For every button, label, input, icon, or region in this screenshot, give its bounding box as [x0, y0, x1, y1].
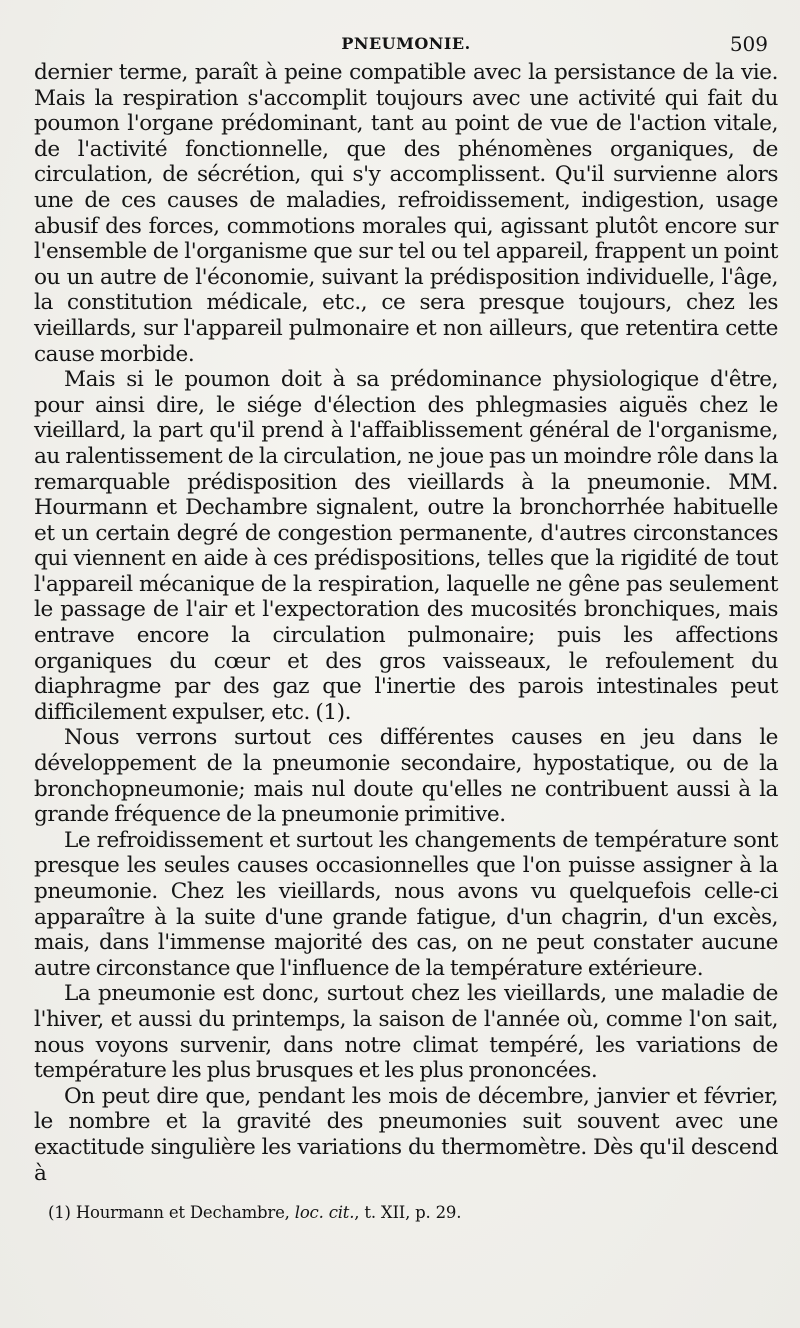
footnote-marker: (1) [48, 1203, 71, 1223]
paragraph-6: On peut dire que, pendant les mois de décembre, janvier et février, le nombre et la gravité des pneumonies suit souvent avec une exactitude singulière les variations du thermomètre. Dès qu'il descend à [34, 1083, 778, 1186]
footnote-reference: loc. cit. [294, 1203, 355, 1223]
page-header [34, 30, 778, 58]
paragraph-5: La pneumonie est donc, surtout chez les vieillards, une maladie de l'hiver, et aussi du printemps, la saison de l'année où, comme l'on sait, nous voyons survenir, dans notre climat tempéré, les variations de température les plus brusques et les plus prononcées. [34, 981, 778, 1084]
paragraph-1: dernier terme, paraît à peine compatible avec la persistance de la vie. Mais la respiration s'accomplit toujours avec une activité qui fait du poumon l'organe prédominant, tant au point de vue de l'action vitale, de l'activité fonctionnelle, que des phénomènes organiques, de circulation, de sécrétion, qui s'y accomplissent. Qu'il survienne alors une de ces causes de maladies, refroidissement, indigestion, usage abusif des forces, commotions morales qui, agissant plutôt encore sur l'ensemble de l'organisme que sur tel ou tel appareil, frappent un point ou un autre de l'économie, suivant la prédisposition individuelle, l'âge, la constitution médicale, etc., ce sera presque toujours, chez les vieillards, sur l'appareil pulmonaire et non ailleurs, que retentira cette cause morbide. [34, 60, 778, 367]
page-number: 509 [729, 32, 768, 56]
paragraph-4: Le refroidissement et surtout les changements de température sont presque les seules causes occasionnelles que l'on puisse assigner à la pneumonie. Chez les vieillards, nous avons vu quelquefois celle-ci apparaître à la suite d'une grande fatigue, d'un chagrin, d'un excès, mais, dans l'immense majorité des cas, on ne peut constater aucune autre circonstance que l'influence de la température extérieure. [34, 827, 778, 981]
body-text [34, 60, 778, 1186]
footnote-authors: Hourmann et Dechambre, [75, 1203, 290, 1223]
paragraph-3: Nous verrons surtout ces différentes causes en jeu dans le développement de la pneumonie secondaire, hypostatique, ou de la bronchopneumonie; mais nul doute qu'elles ne contribuent aussi à la grande fréquence de la pneumonie primitive. [34, 725, 778, 828]
paragraph-2: Mais si le poumon doit à sa prédominance physiologique d'être, pour ainsi dire, le siége d'élection des phlegmasies aiguës chez le vieillard, la part qu'il prend à l'affaiblissement général de l'organisme, au ralentissement de la circulation, ne joue pas un moindre rôle dans la remarquable prédisposition des vieillards à la pneumonie. MM. Hourmann et Dechambre signalent, outre la bronchorrhée habituelle et un certain degré de congestion permanente, d'autres circonstances qui viennent en aide à ces prédispositions, telles que la rigidité de tout l'appareil mécanique de la respiration, laquelle ne gêne pas seulement le passage de l'air et l'expectoration des mucosités bronchiques, mais entrave encore la circulation pulmonaire; puis les affections organiques du cœur et des gros vaisseaux, le refoulement du diaphragme par des gaz que l'inertie des parois intestinales peut difficilement expulser, etc. (1). [34, 367, 778, 725]
footnote [48, 1202, 778, 1224]
running-head: PNEUMONIE. [341, 34, 471, 53]
footnote-rest: , t. XII, p. 29. [354, 1203, 462, 1223]
